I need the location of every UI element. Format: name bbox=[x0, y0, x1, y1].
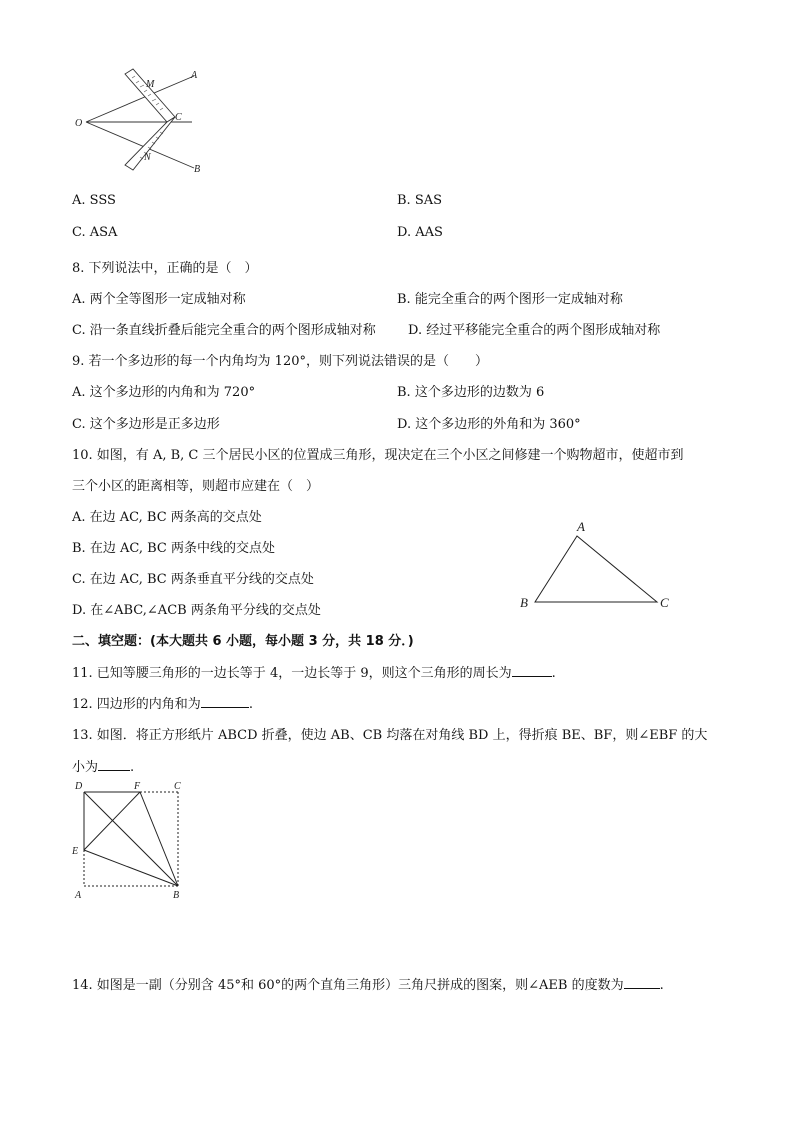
q8-option-a[interactable]: A. 两个全等图形一定成轴对称 bbox=[72, 292, 246, 307]
q10-option-d[interactable]: D. 在∠ABC,∠ACB 两条角平分线的交点处 bbox=[72, 603, 321, 618]
label-a: A bbox=[191, 70, 198, 81]
q14-text: 14. 如图是一副（分别含 45°和 60°的两个直角三角形）三角尺拼成的图案，则∠AEB 的度数为 bbox=[72, 978, 624, 993]
q8-option-b[interactable]: B. 能完全重合的两个图形一定成轴对称 bbox=[397, 292, 623, 307]
q13-square-figure bbox=[70, 778, 190, 900]
q13-answer-blank[interactable] bbox=[98, 758, 130, 771]
q13-line2 bbox=[72, 756, 134, 775]
label-a: A bbox=[577, 519, 585, 534]
q8-option-d[interactable]: D. 经过平移能完全重合的两个图形成轴对称 bbox=[408, 323, 661, 338]
triangle-abc bbox=[535, 536, 657, 602]
q12-text: 12. 四边形的内角和为 bbox=[72, 697, 201, 712]
q11-answer-blank[interactable] bbox=[512, 664, 552, 677]
label-m: M bbox=[146, 79, 155, 90]
q9-option-d[interactable]: D. 这个多边形的外角和为 360° bbox=[397, 417, 581, 432]
q13-line2-text: 小为 bbox=[72, 760, 99, 775]
q7-option-b[interactable]: B. SAS bbox=[397, 193, 443, 208]
diagonal-bd bbox=[84, 792, 178, 886]
q14-end: . bbox=[659, 978, 664, 993]
q7-figure bbox=[72, 66, 212, 178]
q7-option-c[interactable]: C. ASA bbox=[72, 225, 118, 240]
label-c: C bbox=[660, 595, 669, 610]
label-c: C bbox=[175, 112, 182, 123]
fold-be bbox=[84, 850, 178, 886]
label-f: F bbox=[134, 781, 141, 792]
label-b: B bbox=[520, 595, 528, 610]
label-b: B bbox=[194, 164, 201, 175]
q10-option-a[interactable]: A. 在边 AC, BC 两条高的交点处 bbox=[72, 510, 262, 525]
q8-option-c[interactable]: C. 沿一条直线折叠后能完全重合的两个图形成轴对称 bbox=[72, 323, 376, 338]
q7-option-a[interactable]: A. SSS bbox=[72, 193, 116, 208]
q14-answer-blank[interactable] bbox=[624, 976, 660, 989]
label-o: O bbox=[75, 118, 83, 129]
q9-option-b[interactable]: B. 这个多边形的边数为 6 bbox=[397, 385, 545, 400]
q10-triangle-figure bbox=[515, 518, 680, 612]
q10-stem-line1: 10. 如图，有 A, B, C 三个居民小区的位置成三角形，现决定在三个小区之间修建一个购物超市，使超市到 bbox=[72, 448, 684, 463]
label-d: D bbox=[75, 781, 83, 792]
q9-option-c[interactable]: C. 这个多边形是正多边形 bbox=[72, 417, 220, 432]
label-n: N bbox=[144, 152, 151, 163]
ruler-upper-arm bbox=[125, 69, 175, 122]
q8-stem: 8. 下列说法中，正确的是（ ） bbox=[72, 261, 258, 276]
q12-answer-blank[interactable] bbox=[201, 695, 249, 708]
q13-line1: 13. 如图．将正方形纸片 ABCD 折叠，使边 AB、CB 均落在对角线 BD 上，得折痕 BE、BF，则∠EBF 的大 bbox=[72, 728, 708, 743]
q10-option-c[interactable]: C. 在边 AC, BC 两条垂直平分线的交点处 bbox=[72, 572, 314, 587]
label-e: E bbox=[72, 846, 79, 857]
q12-end: . bbox=[248, 697, 253, 712]
label-a: A bbox=[75, 890, 82, 900]
q7-option-d[interactable]: D. AAS bbox=[397, 225, 443, 240]
q12 bbox=[72, 693, 253, 712]
label-b: B bbox=[173, 890, 180, 900]
q11-end: . bbox=[551, 666, 556, 681]
q14 bbox=[72, 974, 664, 993]
section-2-heading: 二、填空题：(本大题共 6 小题，每小题 3 分，共 18 分．) bbox=[72, 634, 414, 649]
q9-stem: 9. 若一个多边形的每一个内角均为 120°，则下列说法错误的是（ ） bbox=[72, 354, 488, 369]
label-c: C bbox=[174, 781, 181, 792]
q9-option-a[interactable]: A. 这个多边形的内角和为 720° bbox=[72, 385, 256, 400]
q11-text: 11. 已知等腰三角形的一边长等于 4，一边长等于 9，则这个三角形的周长为 bbox=[72, 666, 512, 681]
q11 bbox=[72, 662, 556, 681]
q10-stem-line2: 三个小区的距离相等，则超市应建在（ ） bbox=[72, 479, 320, 494]
q10-option-b[interactable]: B. 在边 AC, BC 两条中线的交点处 bbox=[72, 541, 275, 556]
q13-end: . bbox=[130, 760, 135, 775]
fold-bf bbox=[140, 792, 178, 886]
